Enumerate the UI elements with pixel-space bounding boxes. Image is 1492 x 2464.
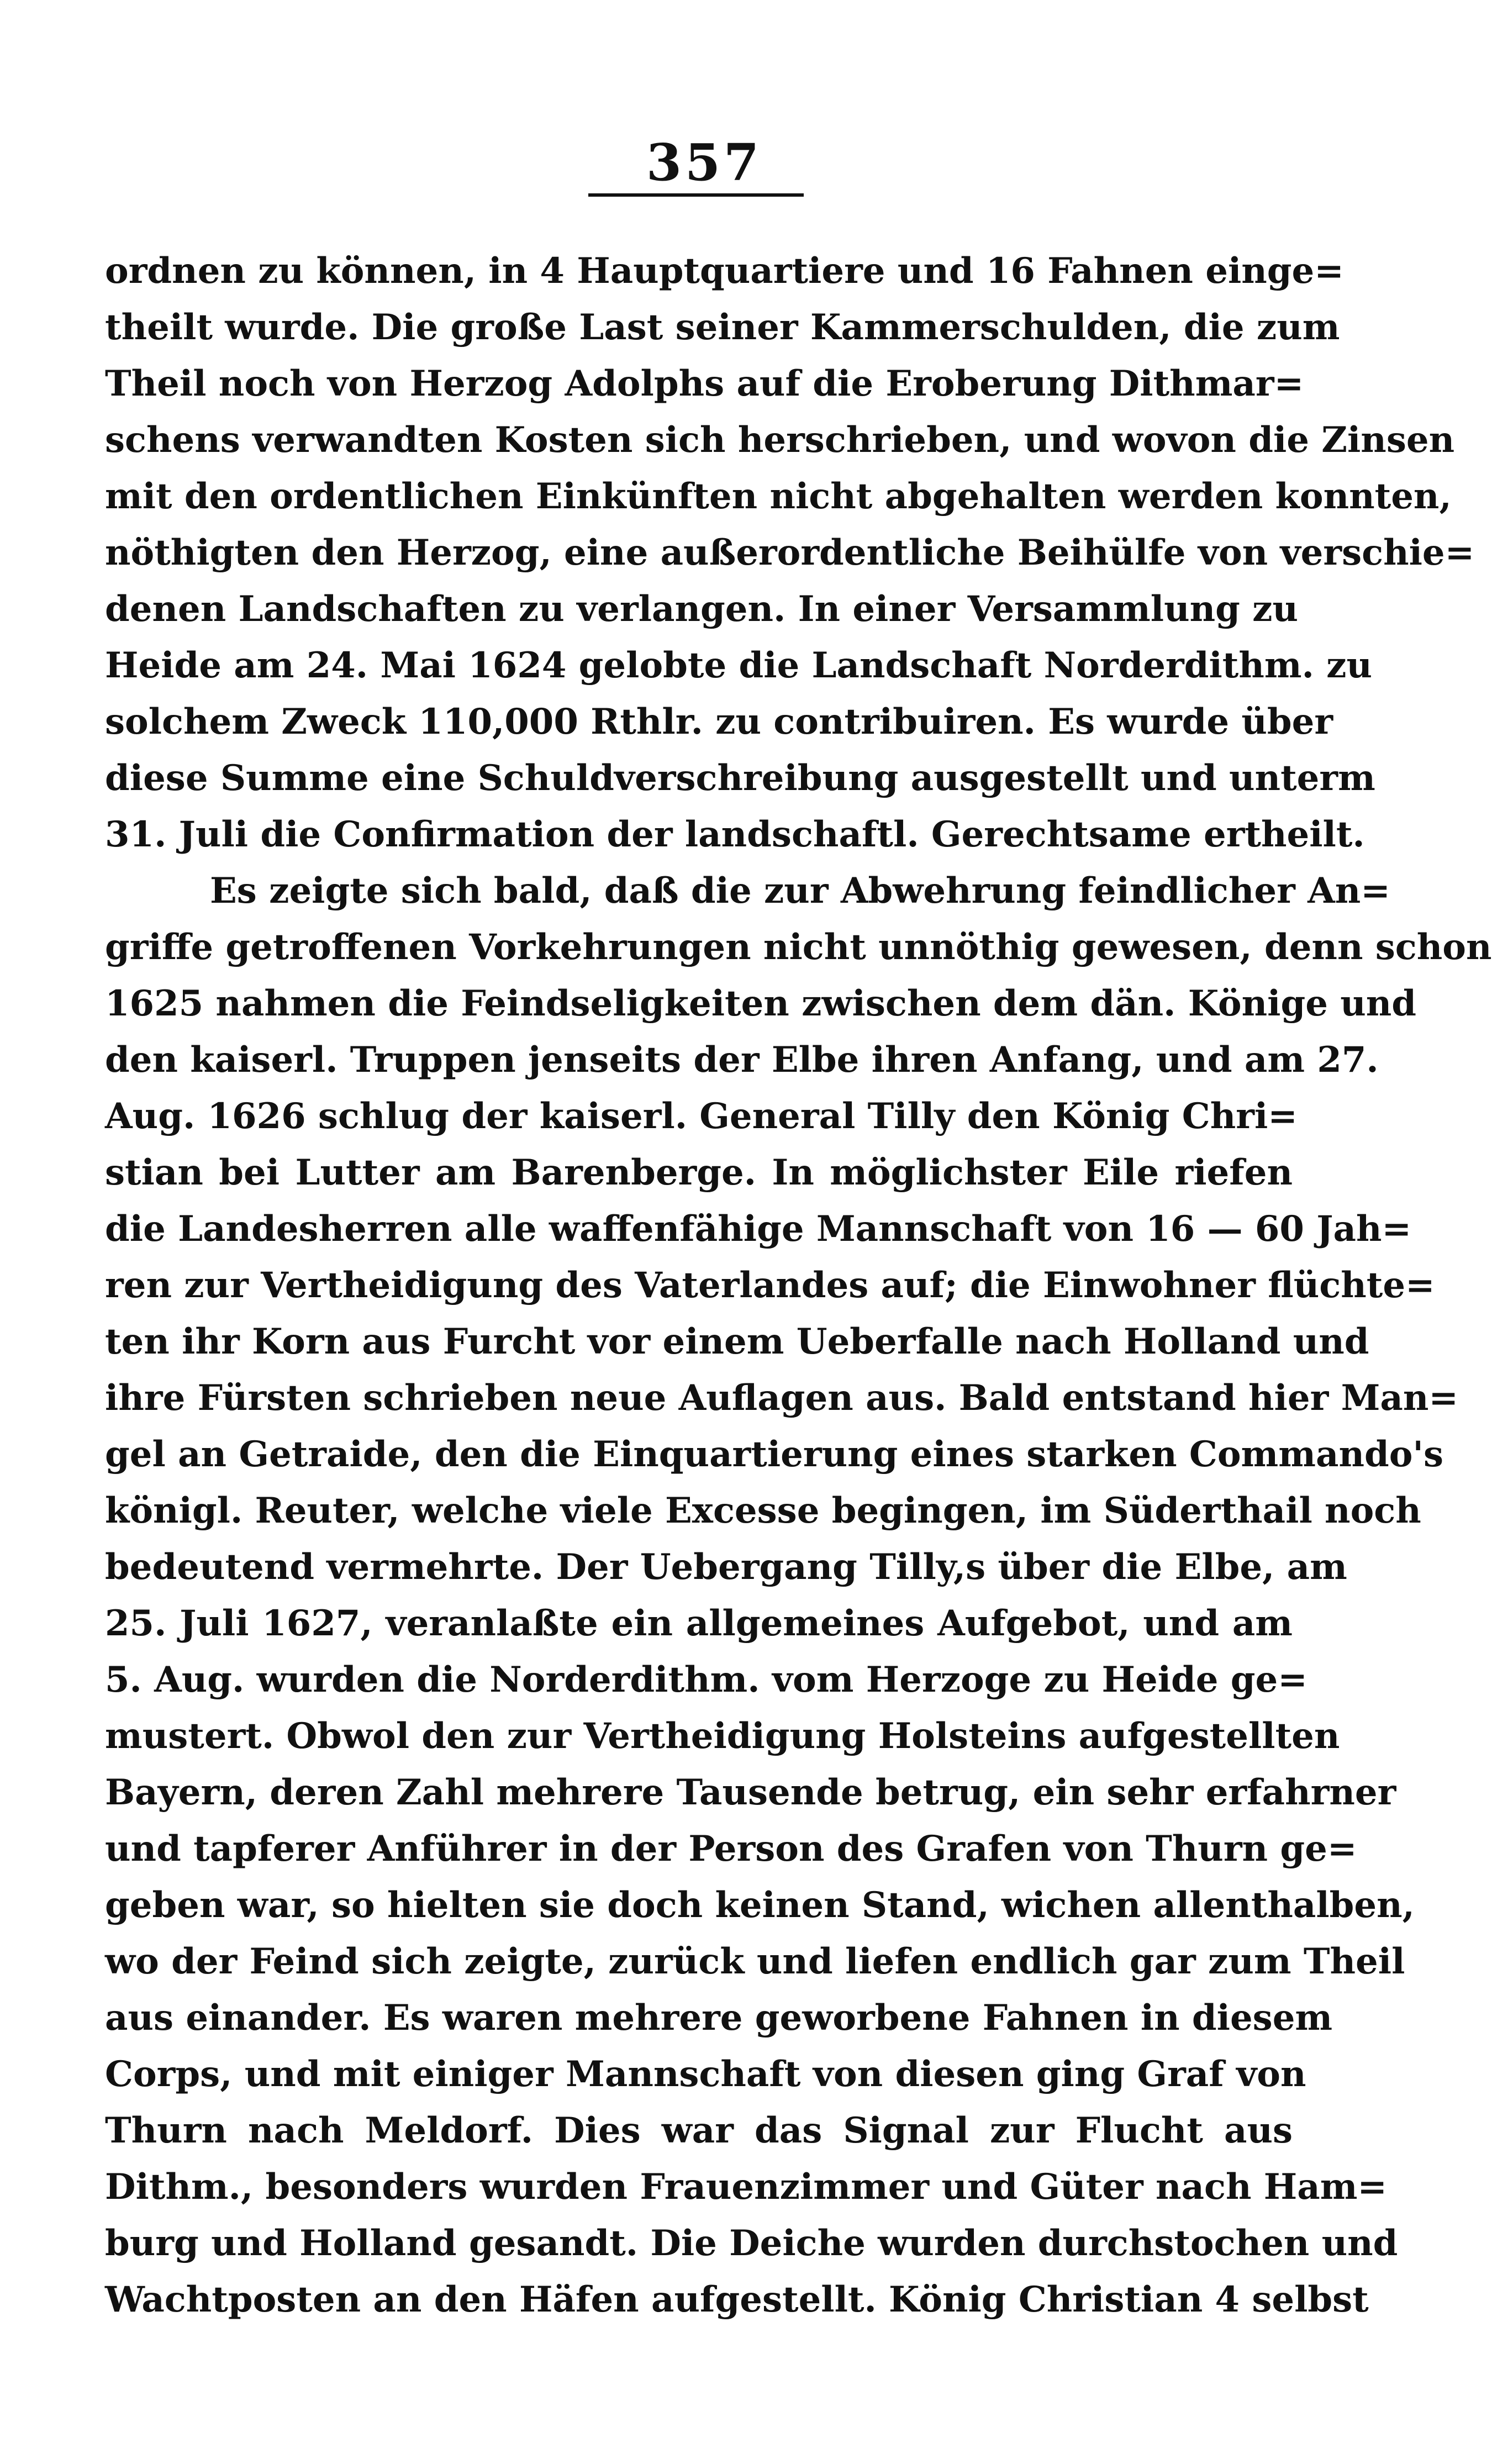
text-line: schens verwandten Kosten sich herschrieben, und wovon die Zinsen — [105, 419, 1455, 461]
text-line: Bayern, deren Zahl mehrere Tausende betrug, ein sehr erfahrner — [105, 1772, 1396, 1813]
text-line: Thurn nach Meldorf. Dies war das Signal zur Flucht aus — [105, 2110, 1293, 2151]
text-line: die Landesherren alle waffenfähige Mannschaft von 16 — 60 Jah= — [105, 1208, 1412, 1250]
text-line: den kaiserl. Truppen jenseits der Elbe ihren Anfang, und am 27. — [105, 1039, 1379, 1081]
text-line: Es zeigte sich bald, daß die zur Abwehrung feindlicher An= — [210, 870, 1390, 912]
text-line: diese Summe eine Schuldverschreibung ausgestellt und unterm — [105, 757, 1375, 799]
text-line: gel an Getraide, den die Einquartierung eines starken Commando's — [105, 1434, 1444, 1475]
text-line: Aug. 1626 schlug der kaiserl. General Tilly den König Chri= — [105, 1096, 1298, 1137]
text-line: ren zur Vertheidigung des Vaterlandes auf; die Einwohner flüchte= — [105, 1265, 1435, 1306]
text-line: theilt wurde. Die große Last seiner Kammerschulden, die zum — [105, 307, 1340, 348]
text-line: burg und Holland gesandt. Die Deiche wurden durchstochen und — [105, 2223, 1398, 2264]
text-line: wo der Feind sich zeigte, zurück und liefen endlich gar zum Theil — [105, 1941, 1405, 1982]
text-line: Dithm., besonders wurden Frauenzimmer und Güter nach Ham= — [105, 2166, 1388, 2208]
body-text — [105, 243, 1492, 2328]
header-rule — [588, 193, 804, 197]
text-line: mustert. Obwol den zur Vertheidigung Holsteins aufgestellten — [105, 1715, 1340, 1757]
text-line: 5. Aug. wurden die Norderdithm. vom Herzoge zu Heide ge= — [105, 1659, 1308, 1700]
text-line: Corps, und mit einiger Mannschaft von diesen ging Graf von — [105, 2054, 1306, 2095]
text-line: mit den ordentlichen Einkünften nicht abgehalten werden konnten, — [105, 476, 1452, 517]
text-line: 1625 nahmen die Feindseligkeiten zwischen dem dän. Könige und — [105, 983, 1416, 1024]
text-line: solchem Zweck 110,000 Rthlr. zu contribuiren. Es wurde über — [105, 701, 1333, 743]
text-line: aus einander. Es waren mehrere geworbene Fahnen in diesem — [105, 1997, 1333, 2039]
paragraph — [105, 243, 1475, 863]
page-number: 357 — [646, 133, 763, 192]
text-line: Heide am 24. Mai 1624 gelobte die Landschaft Norderdithm. zu — [105, 645, 1373, 686]
text-line: geben war, so hielten sie doch keinen Stand, wichen allenthalben, — [105, 1884, 1415, 1926]
text-line: 31. Juli die Confirmation der landschaftl. Gerechtsame ertheilt. — [105, 814, 1365, 855]
text-line: bedeutend vermehrte. Der Uebergang Tilly,s über die Elbe, am — [105, 1546, 1347, 1588]
text-line: nöthigten den Herzog, eine außerordentliche Beihülfe von verschie= — [105, 532, 1475, 573]
text-line: ten ihr Korn aus Furcht vor einem Ueberfalle nach Holland und — [105, 1321, 1369, 1362]
text-line: ihre Fürsten schrieben neue Auflagen aus. Bald entstand hier Man= — [105, 1377, 1459, 1419]
paragraph — [105, 863, 1492, 2328]
text-line: und tapferer Anführer in der Person des Grafen von Thurn ge= — [105, 1828, 1357, 1870]
text-line: stian bei Lutter am Barenberge. In möglichster Eile riefen — [105, 1152, 1293, 1193]
text-line: griffe getroffenen Vorkehrungen nicht unnöthig gewesen, denn schon — [105, 926, 1492, 968]
text-line: königl. Reuter, welche viele Excesse begingen, im Süderthail noch — [105, 1490, 1421, 1531]
text-line: denen Landschaften zu verlangen. In einer Versammlung zu — [105, 588, 1299, 630]
text-line: ordnen zu können, in 4 Hauptquartiere und 16 Fahnen einge= — [105, 250, 1344, 292]
text-line: Wachtposten an den Häfen aufgestellt. König Christian 4 selbst — [105, 2279, 1369, 2320]
text-line: Theil noch von Herzog Adolphs auf die Eroberung Dithmar= — [105, 363, 1304, 404]
text-line: 25. Juli 1627, veranlaßte ein allgemeines Aufgebot, und am — [105, 1603, 1293, 1644]
